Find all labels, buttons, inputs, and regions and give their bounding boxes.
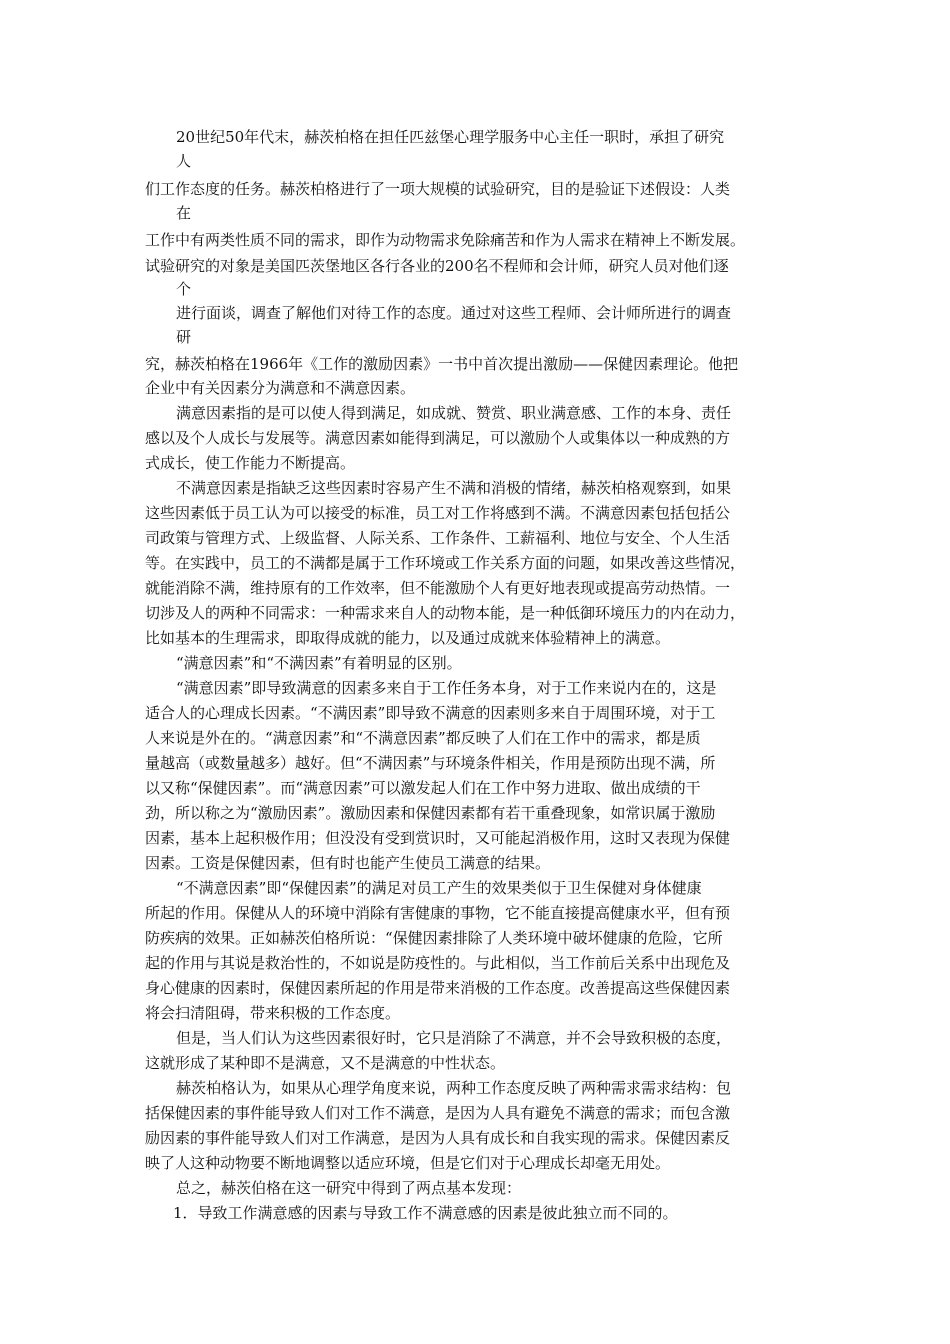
text-line: 但是，当人们认为这些因素很好时，它只是消除了不满意，并不会导致积极的态度， [176, 1029, 732, 1047]
text-line: 因素。工资是保健因素，但有时也能产生使员工满意的结果。 [145, 854, 551, 872]
text-line: 赫茨柏格认为，如果从心理学角度来说，两种工作态度反映了两种需求需求结构：包 [176, 1079, 732, 1097]
text-line: 防疾病的效果。正如赫茨伯格所说：“保健因素排除了人类环境中破坏健康的危险，它所 [145, 929, 723, 947]
text-line: 试验研究的对象是美国匹茨堡地区各行各业的200名不程师和会计师，研究人员对他们逐 [145, 257, 729, 275]
text-line: 这就形成了某种即不是满意，又不是满意的中性状态。 [145, 1054, 506, 1072]
text-line: 总之，赫茨伯格在这一研究中得到了两点基本发现： [176, 1179, 522, 1197]
text-line: “满意因素”即导致满意的因素多来自于工作任务本身，对于工作来说内在的，这是 [176, 679, 717, 697]
text-line: 因素，基本上起积极作用；但没没有受到赏识时，又可能起消极作用，这时又表现为保健 [145, 829, 731, 847]
text-line: 等。在实践中，员工的不满都是属于工作环境或工作关系方面的问题，如果改善这些情况， [145, 554, 746, 572]
text-line: 司政策与管理方式、上级监督、人际关系、工作条件、工薪福利、地位与安全、个人生活 [145, 529, 731, 547]
text-line: 不满意因素是指缺乏这些因素时容易产生不满和消极的情绪，赫茨柏格观察到，如果 [176, 479, 732, 497]
text-line: 们工作态度的任务。赫茨柏格进行了一项大规模的试验研究，目的是验证下述假设：人类 [145, 180, 731, 198]
text-line: 就能消除不满，维持原有的工作效率，但不能激励个人有更好地表现或提高劳动热情。一 [145, 579, 731, 597]
text-line: 映了人这种动物要不断地调整以适应环境，但是它们对于心理成长却毫无用处。 [145, 1154, 671, 1172]
text-line: 切涉及人的两种不同需求：一种需求来自人的动物本能，是一种低御环境压力的内在动力， [145, 604, 746, 622]
text-line: 究，赫茨柏格在1966年《工作的激励因素》一书中首次提出激励——保健因素理论。他把 [145, 355, 739, 373]
text-line: 量越高（或数量越多）越好。但“不满因素”与环境条件相关，作用是预防出现不满，所 [145, 754, 716, 772]
text-line: 人 [176, 152, 192, 170]
text-line: 这些因素低于员工认为可以接受的标准，员工对工作将感到不满。不满意因素包括包括公 [145, 504, 731, 522]
text-line: 进行面谈，调查了解他们对待工作的态度。通过对这些工程师、会计师所进行的调查 [176, 304, 732, 322]
text-line: 起的作用与其说是救治性的，不如说是防疫性的。与此相似，当工作前后关系中出现危及 [145, 954, 731, 972]
text-line: “满意因素”和“不满因素”有着明显的区别。 [176, 654, 462, 672]
text-line: “不满意因素”即“保健因素”的满足对员工产生的效果类似于卫生保健对身体健康 [176, 879, 702, 897]
text-line: 工作中有两类性质不同的需求，即作为动物需求免除痛苦和作为人需求在精神上不断发展。 [145, 231, 746, 249]
text-line: 企业中有关因素分为满意和不满意因素。 [145, 379, 416, 397]
text-line: 个 [176, 280, 192, 298]
text-line: 20世纪50年代末，赫茨柏格在担任匹兹堡心理学服务中心主任一职时，承担了研究 [176, 128, 725, 146]
text-line: 所起的作用。保健从人的环境中消除有害健康的事物，它不能直接提高健康水平，但有预 [145, 904, 731, 922]
text-line: 劲，所以称之为“激励因素”。激励因素和保健因素都有若干重叠现象，如常识属于激励 [145, 804, 716, 822]
text-line: 身心健康的因素时，保健因素所起的作用是带来消极的工作态度。改善提高这些保健因素 [145, 979, 731, 997]
text-line: 人来说是外在的。“满意因素”和“不满意因素”都反映了人们在工作中的需求，都是质 [145, 729, 701, 747]
text-line: 满意因素指的是可以使人得到满足，如成就、赞赏、职业满意感、工作的本身、责任 [176, 404, 732, 422]
text-line: 适合人的心理成长因素。“不满因素”即导致不满意的因素则多来自于周围环境，对于工 [145, 704, 716, 722]
text-line: 感以及个人成长与发展等。满意因素如能得到满足，可以激励个人或集体以一种成熟的方 [145, 429, 731, 447]
list-item: 1．导致工作满意感的因素与导致工作不满意感的因素是彼此独立而不同的。 [173, 1204, 678, 1222]
text-line: 括保健因素的事件能导致人们对工作不满意，是因为人具有避免不满意的需求；而包含激 [145, 1104, 731, 1122]
text-line: 以又称“保健因素”。而“满意因素”可以激发起人们在工作中努力进取、做出成绩的干 [145, 779, 701, 797]
text-line: 在 [176, 204, 192, 222]
text-line: 式成长，使工作能力不断提高。 [145, 454, 356, 472]
text-line: 比如基本的生理需求，即取得成就的能力，以及通过成就来体验精神上的满意。 [145, 629, 671, 647]
text-line: 将会扫清阻碍，带来积极的工作态度。 [145, 1004, 401, 1022]
text-line: 励因素的事件能导致人们对工作满意，是因为人具有成长和自我实现的需求。保健因素反 [145, 1129, 731, 1147]
text-line: 研 [176, 328, 192, 346]
